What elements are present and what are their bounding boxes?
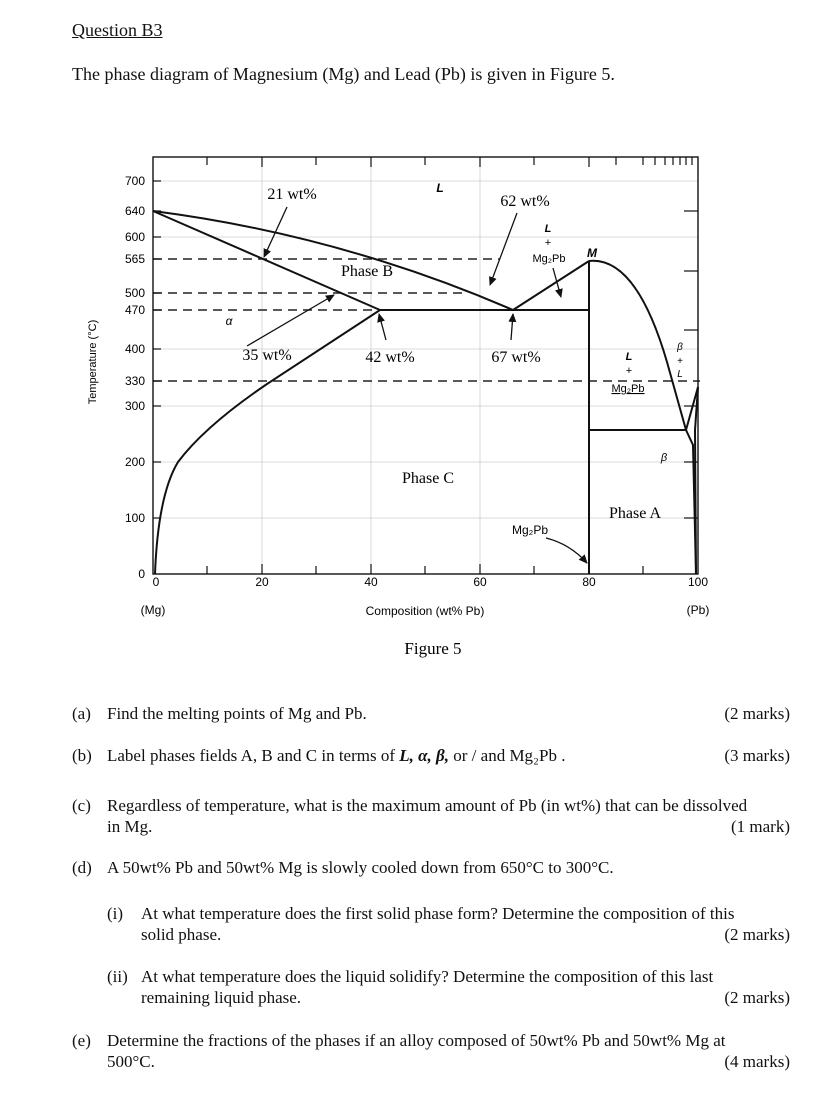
label-mg2pb-bottom: Mg₂Pb <box>511 523 549 537</box>
liquidus-mg2pb-right <box>589 261 686 430</box>
question-text-part: Label phases fields A, B and C in terms of <box>107 746 400 765</box>
arrow-mg2pb <box>546 538 587 563</box>
label-m: M <box>587 246 597 260</box>
question-d <box>72 857 790 901</box>
intro-text: The phase diagram of Magnesium (Mg) and Lead (Pb) is given in Figure 5. <box>72 64 615 84</box>
x-axis-label: Composition (wt% Pb) <box>365 604 485 618</box>
x-end-label-mg: (Mg) <box>140 603 166 617</box>
label-phase-b: Phase B <box>341 263 393 280</box>
label-phase-a: Phase A <box>609 505 661 522</box>
label-mg2pb-top: Mg₂Pb <box>532 253 566 265</box>
arrow-42wt <box>379 314 386 340</box>
arrow-35wt <box>247 295 334 346</box>
x-tick-label: 40 <box>364 575 378 589</box>
annot-21wt: 21 wt% <box>267 186 317 203</box>
question-marks: (2 marks) <box>724 988 790 1007</box>
y-tick-label: 700 <box>124 174 145 188</box>
question-text: in Mg. <box>107 817 153 836</box>
question-text: solid phase. <box>141 925 222 944</box>
y-tick-label: 330 <box>124 374 145 388</box>
y-tick-label: 565 <box>124 252 145 266</box>
label-alpha: α <box>225 314 233 328</box>
x-end-label-pb: (Pb) <box>686 603 710 617</box>
annot-62wt: 62 wt% <box>500 193 550 210</box>
question-label: (ii) <box>107 967 128 986</box>
question-b <box>72 745 790 789</box>
question-marks: (2 marks) <box>724 704 790 723</box>
question-text: A 50wt% Pb and 50wt% Mg is slowly cooled down from 650°C to 300°C. <box>107 858 614 877</box>
label-plus-right: + <box>625 365 633 377</box>
liquidus-mg2pb-left <box>513 261 589 310</box>
question-e <box>72 1030 790 1074</box>
y-tick-label: 600 <box>124 230 145 244</box>
question-c <box>72 795 790 839</box>
annot-67wt: 67 wt% <box>491 349 541 366</box>
x-tick-label: 100 <box>687 575 709 589</box>
question-marks: (3 marks) <box>724 746 790 765</box>
y-tick-label: 470 <box>124 303 145 317</box>
question-marks: (4 marks) <box>724 1052 790 1071</box>
solidus-alpha <box>153 211 380 310</box>
question-label: (i) <box>107 904 124 923</box>
label-l-right: L <box>625 351 633 363</box>
label-beta-top: β <box>677 342 683 353</box>
label-beta: β <box>660 452 668 464</box>
y-tick-label: 500 <box>124 286 145 300</box>
label-plus-top: + <box>544 237 552 249</box>
question-d-ii <box>107 966 790 1010</box>
x-tick-label: 0 <box>152 575 160 589</box>
question-text-part: or / and Mg₂Pb . <box>449 746 566 765</box>
x-tick-label: 80 <box>582 575 596 589</box>
question-text: 500°C. <box>107 1052 155 1071</box>
question-text: At what temperature does the first solid phase form? Determine the composition of this <box>141 904 735 923</box>
y-tick-label: 400 <box>124 342 145 356</box>
question-text: At what temperature does the liquid solidify? Determine the composition of this last <box>141 967 714 986</box>
y-tick-label: 0 <box>138 567 145 581</box>
y-tick-label: 200 <box>124 455 145 469</box>
question-text <box>107 745 565 766</box>
label-plus-beta: + <box>677 356 683 367</box>
label-l-beta: L <box>677 369 683 380</box>
y-axis-label: Temperature (°C) <box>87 319 99 405</box>
question-marks: (2 marks) <box>724 925 790 944</box>
question-label: (b) <box>72 746 92 765</box>
label-l-top: L <box>544 223 552 235</box>
question-label: (d) <box>72 858 92 877</box>
y-tick-label: 300 <box>124 399 145 413</box>
question-label: (c) <box>72 796 91 815</box>
label-liquid: L <box>436 181 444 195</box>
label-phase-c: Phase C <box>402 470 454 487</box>
question-text: Regardless of temperature, what is the maximum amount of Pb (in wt%) that can be dissolved <box>107 796 748 815</box>
x-tick-label: 20 <box>255 575 269 589</box>
question-heading: Question B3 <box>72 20 163 40</box>
arrow-67wt <box>511 314 513 340</box>
question-marks: (1 mark) <box>730 817 790 836</box>
question-a <box>72 703 790 747</box>
question-d-i <box>107 903 790 947</box>
y-tick-label: 640 <box>124 204 145 218</box>
arrow-21wt <box>264 207 287 257</box>
annot-42wt: 42 wt% <box>365 349 415 366</box>
question-label: (e) <box>72 1031 91 1050</box>
question-text: Determine the fractions of the phases if an alloy composed of 50wt% Pb and 50wt% Mg at <box>107 1031 726 1050</box>
question-text: remaining liquid phase. <box>141 988 302 1007</box>
question-label: (a) <box>72 704 91 723</box>
annot-35wt: 35 wt% <box>242 347 292 364</box>
arrow-62wt <box>490 213 517 285</box>
y-tick-label: 100 <box>124 511 145 525</box>
figure-caption: Figure 5 <box>404 639 462 658</box>
question-text: Find the melting points of Mg and Pb. <box>107 704 367 723</box>
x-tick-label: 60 <box>473 575 487 589</box>
dashed-guides <box>153 259 700 381</box>
label-mg2pb-right: Mg₂Pb <box>611 383 645 395</box>
question-text-vars: L, α, β, <box>399 746 450 765</box>
